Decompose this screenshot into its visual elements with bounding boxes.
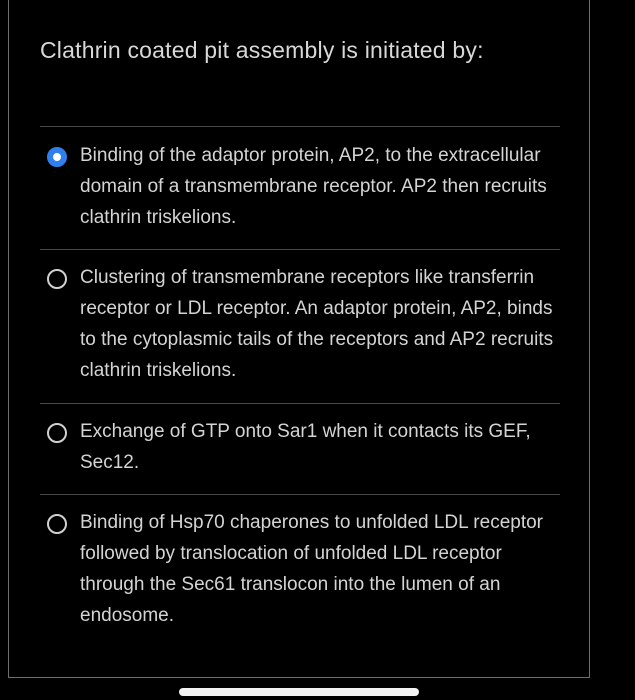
- divider: [40, 126, 560, 127]
- question-card: [8, 0, 590, 678]
- option-4-text: Binding of Hsp70 chaperones to unfolded LDL receptor followed by translocation of unfolded LDL receptor through the Sec61 translocon into the lumen of an endosome.: [80, 512, 543, 626]
- radio-selected-icon[interactable]: [47, 147, 67, 167]
- option-2-text: Clustering of transmembrane receptors like transferrin receptor or LDL receptor. An adaptor protein, AP2, binds to the cytoplasmic tails of the receptors and AP2 recruits clathrin triskelions.: [80, 267, 554, 381]
- radio-unselected-icon[interactable]: [47, 514, 67, 534]
- option-1-text: Binding of the adaptor protein, AP2, to the extracellular domain of a transmembrane receptor. AP2 then recruits clathrin triskelions.: [80, 145, 547, 228]
- divider: [40, 403, 560, 404]
- home-indicator[interactable]: [179, 688, 419, 696]
- divider: [40, 249, 560, 250]
- question-text: Clathrin coated pit assembly is initiated by:: [40, 37, 484, 63]
- radio-unselected-icon[interactable]: [47, 423, 67, 443]
- divider: [40, 494, 560, 495]
- option-3-text: Exchange of GTP onto Sar1 when it contacts its GEF, Sec12.: [80, 421, 531, 473]
- radio-unselected-icon[interactable]: [47, 269, 67, 289]
